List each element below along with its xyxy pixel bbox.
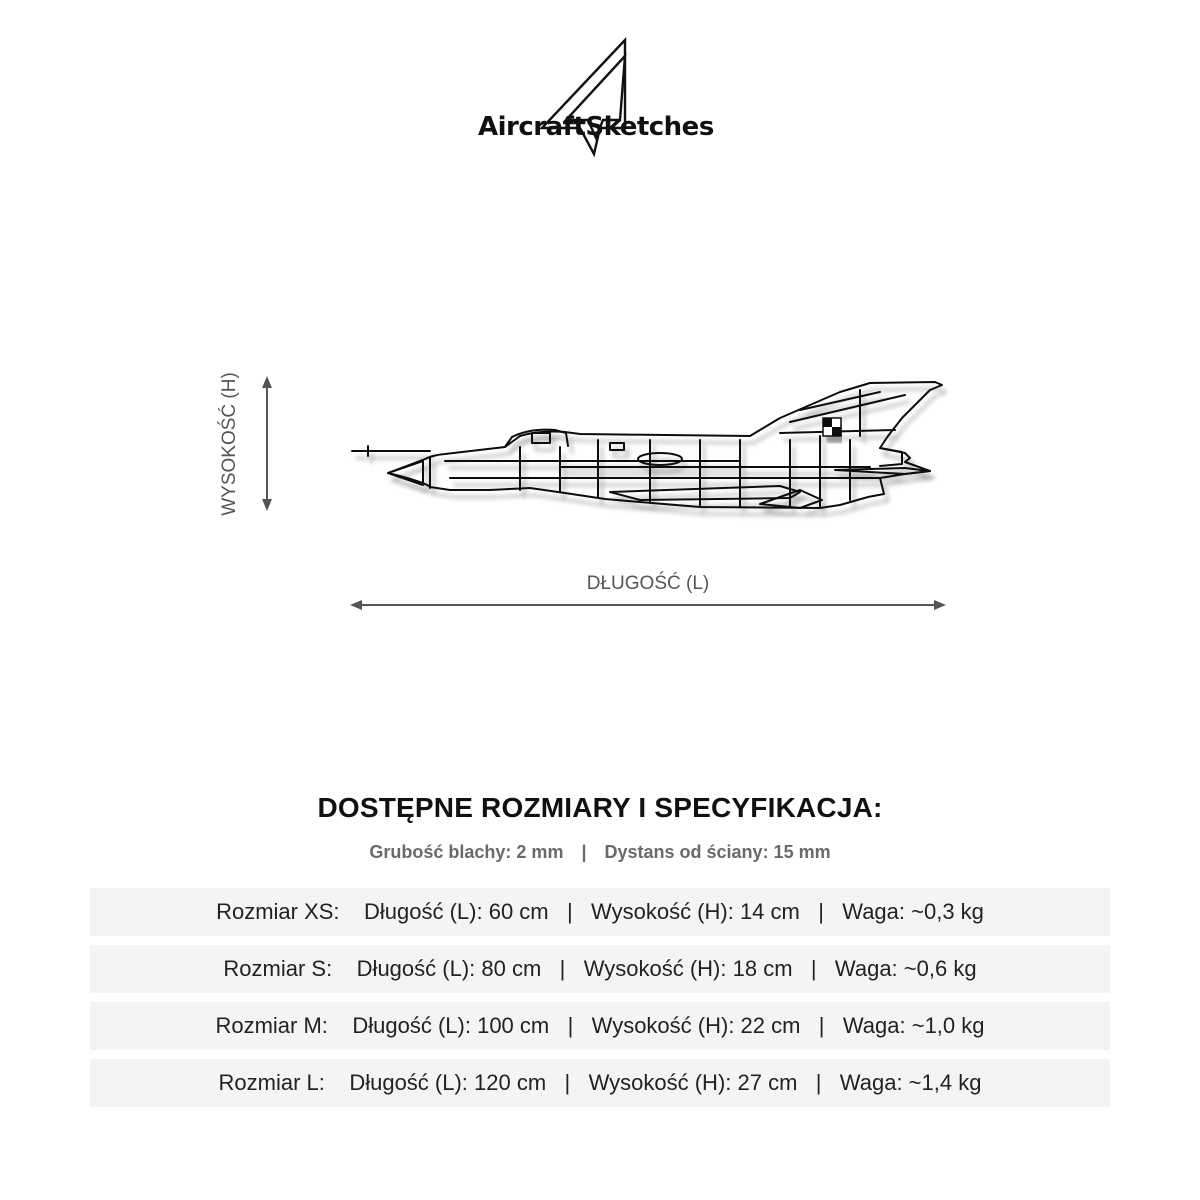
size-row-m: Rozmiar M: Długość (L): 100 cm | Wysokość (H): 22 cm | Waga: ~1,0 kg [90, 1002, 1110, 1050]
size-name: Rozmiar M: [215, 1013, 328, 1038]
spec-subtitle [0, 842, 1200, 863]
size-row-s: Rozmiar S: Długość (L): 80 cm | Wysokość (H): 18 cm | Waga: ~0,6 kg [90, 945, 1110, 993]
checkerboard-insignia [823, 418, 841, 436]
length-arrow [350, 600, 946, 610]
height-arrow [262, 376, 272, 511]
size-weight: Waga: ~1,4 kg [839, 1070, 982, 1095]
size-length: Długość (L): 120 cm [349, 1070, 547, 1095]
size-name: Rozmiar L: [218, 1070, 325, 1095]
size-row-xs: Rozmiar XS: Długość (L): 60 cm | Wysokość (H): 14 cm | Waga: ~0,3 kg [90, 888, 1110, 936]
size-height: Wysokość (H): 27 cm [588, 1070, 798, 1095]
spec-separator: | [581, 842, 587, 862]
size-weight: Waga: ~0,3 kg [842, 899, 984, 924]
size-weight: Waga: ~1,0 kg [842, 1013, 985, 1038]
size-name: Rozmiar XS: [216, 899, 340, 924]
height-label: WYSOKOŚĆ (H) [219, 372, 240, 516]
size-height: Wysokość (H): 22 cm [591, 1013, 801, 1038]
spec-title: DOSTĘPNE ROZMIARY I SPECYFIKACJA: [317, 792, 883, 823]
length-label: DŁUGOŚĆ (L) [586, 573, 710, 594]
size-length: Długość (L): 100 cm [352, 1013, 550, 1038]
size-weight: Waga: ~0,6 kg [834, 956, 977, 981]
aircraft-silhouette [352, 382, 942, 508]
size-height: Wysokość (H): 14 cm [591, 899, 800, 924]
sheet-thickness: Grubość blachy: 2 mm [369, 842, 564, 862]
wall-distance: Dystans od ściany: 15 mm [604, 842, 831, 862]
size-length: Długość (L): 80 cm [356, 956, 542, 981]
size-height: Wysokość (H): 18 cm [583, 956, 793, 981]
size-row-l: Rozmiar L: Długość (L): 120 cm | Wysokość (H): 27 cm | Waga: ~1,4 kg [90, 1059, 1110, 1107]
size-name: Rozmiar S: [223, 956, 333, 981]
size-length: Długość (L): 60 cm [364, 899, 549, 924]
brand-name: AircraftSketches [478, 112, 714, 142]
